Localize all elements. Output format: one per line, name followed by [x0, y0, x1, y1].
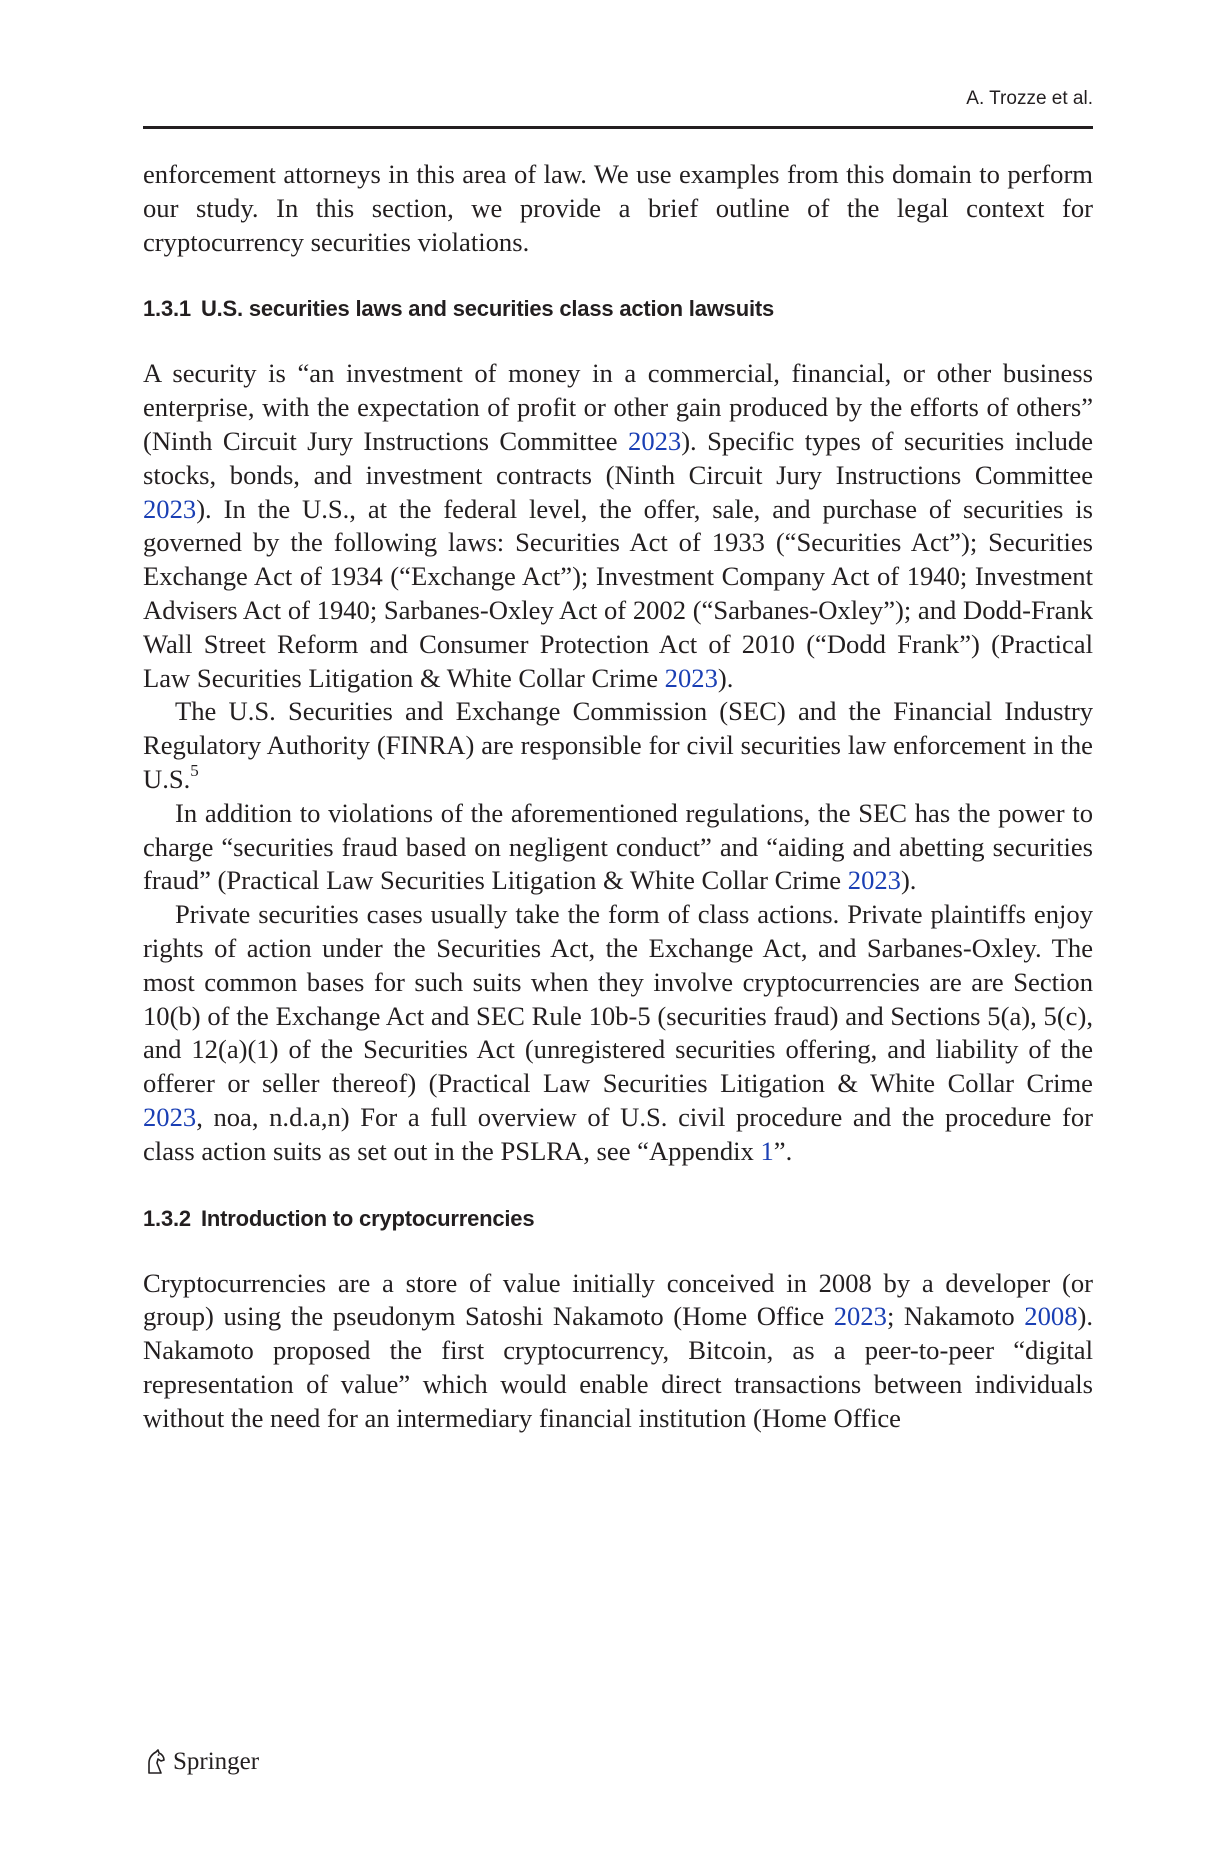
- text-run: ). Nakamoto proposed the first cryptocurrency, Bitcoin, as a peer-to-peer “digital representation of value” which would enable direct transactions between individuals without the need for an intermediary financial institution (Home Office: [143, 1301, 1093, 1433]
- header-rule: [143, 126, 1093, 129]
- text-run: In addition to violations of the aforementioned regulations, the SEC has the power to charge “securities fraud based on negligent conduct” and “aiding and abetting securities fraud” (Practical Law Securities Litigation & White Collar Crime: [143, 797, 1093, 896]
- intro-paragraph: enforcement attorneys in this area of law. We use examples from this domain to perform our study. In this section, we provide a brief outline of the legal context for cryptocurrency securities violations.: [143, 159, 1093, 257]
- running-head: A. Trozze et al.: [966, 88, 1093, 109]
- footnote-marker[interactable]: 5: [190, 761, 199, 781]
- citation-link[interactable]: 2023: [833, 1301, 887, 1332]
- paragraph-crypto-intro: [143, 1267, 1093, 1436]
- appendix-link[interactable]: 1: [760, 1135, 774, 1166]
- springer-horse-icon: [143, 1749, 167, 1775]
- citation-link[interactable]: 2023: [143, 1101, 197, 1132]
- text-run: Cryptocurrencies are a store of value initially conceived in 2008 by a developer (or group) using the pseudonym Satoshi Nakamoto (Home Office: [143, 1267, 1093, 1332]
- text-run: The U.S. Securities and Exchange Commission (SEC) and the Financial Industry Regulatory Authority (FINRA) are responsible for civil securities law enforcement in the U.S.: [143, 696, 1093, 794]
- citation-link[interactable]: 2008: [1024, 1301, 1078, 1332]
- text-run: ).: [717, 662, 734, 693]
- text-run: , noa, n.d.a,n) For a full overview of U.S. civil procedure and the procedure for class action suits as set out in the PSLRA, see “Appendix: [143, 1101, 1093, 1166]
- paragraph-sec-powers: [143, 797, 1093, 898]
- text-run: ; Nakamoto: [886, 1301, 1025, 1332]
- citation-link[interactable]: 2023: [664, 662, 718, 693]
- text-run: ”.: [773, 1135, 793, 1166]
- text-run: Private securities cases usually take the form of class actions. Private plaintiffs enjoy rights of action under the Securities Act, the Exchange Act, and Sarbanes-Oxley. The most common bases for such suits when they involve cryptocurrencies are are Section 10(b) of the Exchange Act and SEC Rule 10b-5 (securities fraud) and Sections 5(a), 5(c), and 12(a)(1) of the Securities Act (unregistered securities offering, and liability of the offerer or seller thereof) (Practical Law Securities Litigation & White Collar Crime: [143, 899, 1093, 1099]
- section-title: U.S. securities laws and securities class action lawsuits: [200, 296, 775, 322]
- text-run: ). In the U.S., at the federal level, the offer, sale, and purchase of securities is governed by the following laws: Securities Act of 1933 (“Securities Act”); Securities Exchange Act of 1934 (“Exchange Act”); Investment Company Act of 1940; Investment Advisers Act of 1940; Sarbanes-Oxley Act of 2002 (“Sarbanes-Oxley”); and Dodd-Frank Wall Street Reform and Consumer Protection Act of 2010 (“Dodd Frank”) (Practical Law Securities Litigation & White Collar Crime: [143, 493, 1093, 693]
- publisher-footer: [143, 1748, 259, 1776]
- section-number: 1.3.1: [143, 296, 191, 322]
- citation-link[interactable]: 2023: [847, 865, 901, 896]
- text-run: ). Specific types of securities include stocks, bonds, and investment contracts (Ninth Circuit Jury Instructions Committee: [143, 425, 1093, 490]
- section-number: 1.3.2: [143, 1205, 191, 1231]
- paragraph-security-definition: [143, 357, 1093, 695]
- section-heading-1-3-2: [143, 1205, 1093, 1233]
- section-heading-1-3-1: [143, 295, 1093, 323]
- text-run: ).: [900, 865, 917, 896]
- section-title: Introduction to cryptocurrencies: [200, 1205, 535, 1231]
- paragraph-class-actions: [143, 898, 1093, 1168]
- article-body: [143, 158, 1093, 1436]
- citation-link[interactable]: 2023: [628, 425, 682, 456]
- publisher-name: Springer: [173, 1748, 260, 1775]
- paragraph-sec-finra: [143, 695, 1093, 796]
- text-run: A security is “an investment of money in a commercial, financial, or other business enterprise, with the expectation of profit or other gain produced by the efforts of others” (Ninth Circuit Jury Instructions Committee: [143, 358, 1093, 456]
- citation-link[interactable]: 2023: [143, 493, 197, 524]
